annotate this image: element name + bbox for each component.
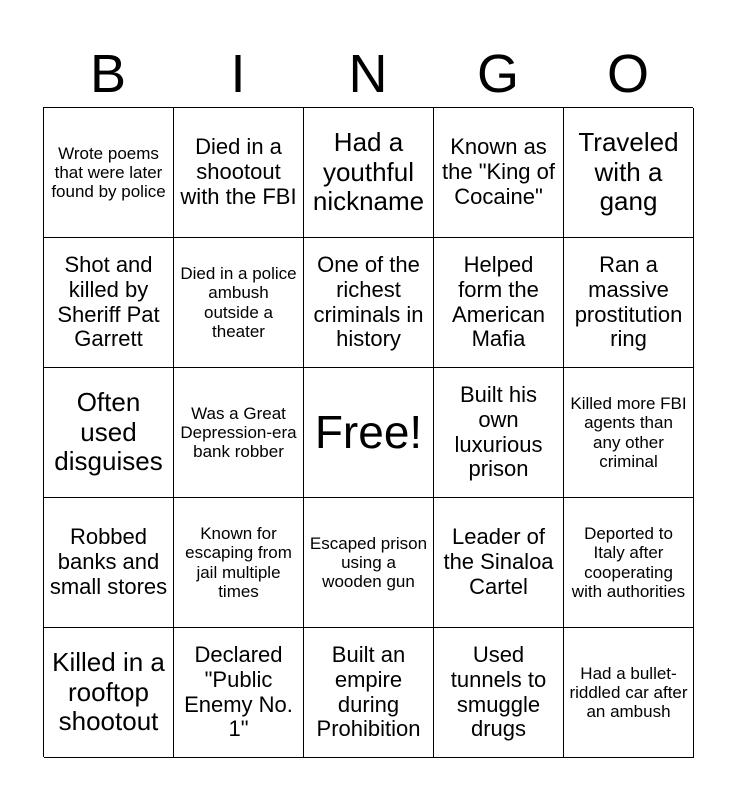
bingo-cell[interactable]: Was a Great Depression-era bank robber [174, 368, 304, 498]
bingo-header [43, 40, 693, 108]
bingo-cell[interactable]: Robbed banks and small stores [44, 498, 174, 628]
bingo-cell[interactable]: Died in a shootout with the FBI [174, 108, 304, 238]
bingo-cell[interactable]: Killed in a rooftop shootout [44, 628, 174, 758]
header-letter-b: B [89, 44, 127, 104]
header-letter-n: N [348, 44, 388, 104]
bingo-cell[interactable]: One of the richest criminals in history [304, 238, 434, 368]
header-letter-g: G [476, 44, 519, 104]
bingo-cell[interactable]: Deported to Italy after cooperating with authorities [564, 498, 694, 628]
bingo-cell[interactable]: Leader of the Sinaloa Cartel [434, 498, 564, 628]
header-letter-o: O [606, 44, 649, 104]
bingo-cell[interactable]: Escaped prison using a wooden gun [304, 498, 434, 628]
bingo-cell[interactable]: Killed more FBI agents than any other criminal [564, 368, 694, 498]
bingo-cell[interactable]: Built an empire during Prohibition [304, 628, 434, 758]
bingo-cell[interactable]: Had a youthful nickname [304, 108, 434, 238]
bingo-cell[interactable]: Died in a police ambush outside a theater [174, 238, 304, 368]
bingo-cell[interactable]: Known as the "King of Cocaine" [434, 108, 564, 238]
bingo-cell[interactable]: Built his own luxurious prison [434, 368, 564, 498]
bingo-cell[interactable]: Declared "Public Enemy No. 1" [174, 628, 304, 758]
bingo-cell[interactable]: Often used disguises [44, 368, 174, 498]
bingo-cell[interactable]: Had a bullet-riddled car after an ambush [564, 628, 694, 758]
bingo-cell[interactable]: Helped form the American Mafia [434, 238, 564, 368]
header-letter-i: I [230, 44, 246, 104]
free-space-cell[interactable]: Free! [304, 368, 434, 498]
bingo-cell[interactable]: Known for escaping from jail multiple times [174, 498, 304, 628]
bingo-cell[interactable]: Ran a massive prostitution ring [564, 238, 694, 368]
bingo-cell[interactable]: Wrote poems that were later found by police [44, 108, 174, 238]
bingo-card-grid [43, 107, 693, 757]
bingo-cell[interactable]: Shot and killed by Sheriff Pat Garrett [44, 238, 174, 368]
bingo-cell[interactable]: Used tunnels to smuggle drugs [434, 628, 564, 758]
bingo-cell[interactable]: Traveled with a gang [564, 108, 694, 238]
